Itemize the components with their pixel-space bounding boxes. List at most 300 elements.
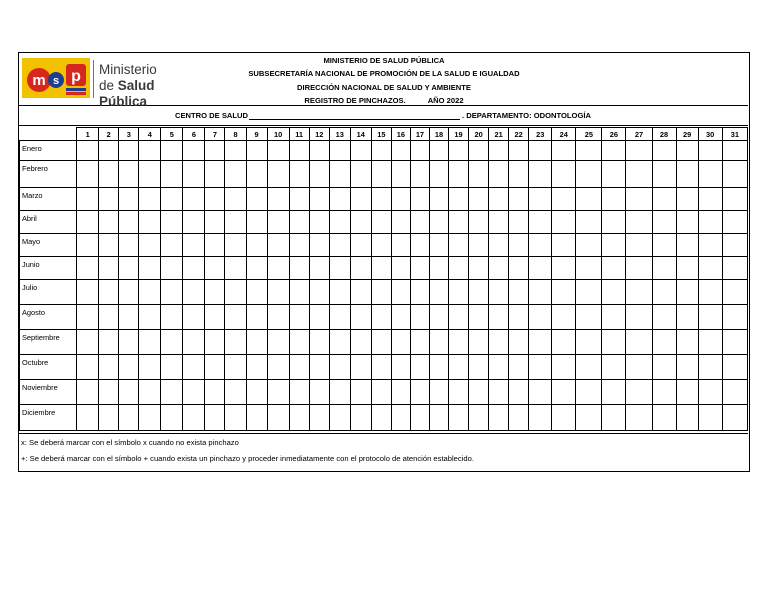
day-cell[interactable] (449, 234, 469, 257)
day-cell[interactable] (267, 234, 289, 257)
day-cell[interactable] (602, 257, 626, 280)
day-cell[interactable] (489, 405, 509, 431)
day-cell[interactable] (329, 330, 350, 355)
day-cell[interactable] (676, 330, 698, 355)
day-cell[interactable] (626, 257, 652, 280)
day-cell[interactable] (391, 280, 410, 305)
day-cell[interactable] (410, 305, 429, 330)
day-cell[interactable] (449, 188, 469, 211)
day-cell[interactable] (602, 380, 626, 405)
day-cell[interactable] (225, 141, 246, 161)
day-cell[interactable] (183, 141, 205, 161)
day-cell[interactable] (552, 280, 576, 305)
day-cell[interactable] (626, 188, 652, 211)
day-cell[interactable] (371, 211, 391, 234)
day-cell[interactable] (489, 188, 509, 211)
day-cell[interactable] (529, 234, 552, 257)
day-cell[interactable] (652, 257, 676, 280)
day-cell[interactable] (552, 355, 576, 380)
day-cell[interactable] (329, 405, 350, 431)
day-cell[interactable] (529, 211, 552, 234)
day-cell[interactable] (509, 234, 529, 257)
day-cell[interactable] (289, 141, 309, 161)
day-cell[interactable] (350, 405, 371, 431)
day-cell[interactable] (391, 305, 410, 330)
day-cell[interactable] (602, 161, 626, 188)
day-cell[interactable] (676, 211, 698, 234)
day-cell[interactable] (246, 234, 267, 257)
day-cell[interactable] (509, 211, 529, 234)
day-cell[interactable] (183, 405, 205, 431)
day-cell[interactable] (722, 305, 747, 330)
day-cell[interactable] (626, 141, 652, 161)
day-cell[interactable] (371, 188, 391, 211)
day-cell[interactable] (429, 305, 448, 330)
day-cell[interactable] (698, 211, 722, 234)
day-cell[interactable] (309, 141, 329, 161)
day-cell[interactable] (552, 234, 576, 257)
day-cell[interactable] (626, 380, 652, 405)
day-cell[interactable] (552, 161, 576, 188)
day-cell[interactable] (722, 280, 747, 305)
day-cell[interactable] (246, 257, 267, 280)
day-cell[interactable] (391, 330, 410, 355)
day-cell[interactable] (602, 330, 626, 355)
day-cell[interactable] (489, 330, 509, 355)
day-cell[interactable] (267, 380, 289, 405)
day-cell[interactable] (183, 188, 205, 211)
day-cell[interactable] (371, 380, 391, 405)
day-cell[interactable] (676, 161, 698, 188)
day-cell[interactable] (469, 280, 489, 305)
day-cell[interactable] (552, 141, 576, 161)
day-cell[interactable] (509, 188, 529, 211)
day-cell[interactable] (309, 257, 329, 280)
day-cell[interactable] (429, 211, 448, 234)
day-cell[interactable] (626, 280, 652, 305)
day-cell[interactable] (371, 141, 391, 161)
day-cell[interactable] (509, 257, 529, 280)
day-cell[interactable] (449, 330, 469, 355)
day-cell[interactable] (77, 330, 99, 355)
day-cell[interactable] (246, 188, 267, 211)
day-cell[interactable] (289, 188, 309, 211)
day-cell[interactable] (309, 234, 329, 257)
day-cell[interactable] (225, 405, 246, 431)
day-cell[interactable] (309, 380, 329, 405)
day-cell[interactable] (205, 257, 225, 280)
day-cell[interactable] (161, 355, 183, 380)
day-cell[interactable] (602, 305, 626, 330)
day-cell[interactable] (429, 280, 448, 305)
day-cell[interactable] (391, 161, 410, 188)
day-cell[interactable] (99, 405, 119, 431)
day-cell[interactable] (410, 405, 429, 431)
day-cell[interactable] (309, 355, 329, 380)
day-cell[interactable] (429, 161, 448, 188)
day-cell[interactable] (267, 280, 289, 305)
day-cell[interactable] (529, 161, 552, 188)
day-cell[interactable] (371, 234, 391, 257)
day-cell[interactable] (289, 305, 309, 330)
day-cell[interactable] (329, 141, 350, 161)
day-cell[interactable] (509, 161, 529, 188)
day-cell[interactable] (371, 330, 391, 355)
day-cell[interactable] (289, 211, 309, 234)
day-cell[interactable] (698, 234, 722, 257)
day-cell[interactable] (722, 234, 747, 257)
day-cell[interactable] (329, 355, 350, 380)
day-cell[interactable] (183, 211, 205, 234)
day-cell[interactable] (205, 234, 225, 257)
day-cell[interactable] (602, 141, 626, 161)
day-cell[interactable] (119, 280, 139, 305)
day-cell[interactable] (676, 257, 698, 280)
day-cell[interactable] (652, 330, 676, 355)
day-cell[interactable] (698, 405, 722, 431)
day-cell[interactable] (489, 234, 509, 257)
day-cell[interactable] (289, 161, 309, 188)
day-cell[interactable] (602, 188, 626, 211)
day-cell[interactable] (722, 161, 747, 188)
day-cell[interactable] (267, 405, 289, 431)
day-cell[interactable] (77, 161, 99, 188)
day-cell[interactable] (161, 234, 183, 257)
day-cell[interactable] (576, 330, 602, 355)
day-cell[interactable] (225, 211, 246, 234)
day-cell[interactable] (309, 211, 329, 234)
day-cell[interactable] (77, 234, 99, 257)
day-cell[interactable] (676, 355, 698, 380)
day-cell[interactable] (350, 161, 371, 188)
day-cell[interactable] (246, 161, 267, 188)
day-cell[interactable] (626, 355, 652, 380)
day-cell[interactable] (183, 330, 205, 355)
day-cell[interactable] (161, 257, 183, 280)
day-cell[interactable] (139, 188, 161, 211)
day-cell[interactable] (626, 234, 652, 257)
day-cell[interactable] (602, 234, 626, 257)
day-cell[interactable] (267, 188, 289, 211)
day-cell[interactable] (267, 305, 289, 330)
day-cell[interactable] (329, 305, 350, 330)
day-cell[interactable] (469, 380, 489, 405)
day-cell[interactable] (576, 280, 602, 305)
day-cell[interactable] (329, 280, 350, 305)
day-cell[interactable] (225, 355, 246, 380)
day-cell[interactable] (183, 234, 205, 257)
day-cell[interactable] (676, 305, 698, 330)
day-cell[interactable] (119, 355, 139, 380)
day-cell[interactable] (246, 380, 267, 405)
day-cell[interactable] (139, 330, 161, 355)
day-cell[interactable] (99, 380, 119, 405)
day-cell[interactable] (626, 330, 652, 355)
day-cell[interactable] (429, 330, 448, 355)
day-cell[interactable] (119, 405, 139, 431)
day-cell[interactable] (225, 257, 246, 280)
day-cell[interactable] (489, 380, 509, 405)
day-cell[interactable] (449, 405, 469, 431)
day-cell[interactable] (246, 141, 267, 161)
day-cell[interactable] (205, 355, 225, 380)
day-cell[interactable] (350, 355, 371, 380)
day-cell[interactable] (529, 188, 552, 211)
day-cell[interactable] (602, 355, 626, 380)
day-cell[interactable] (652, 161, 676, 188)
day-cell[interactable] (509, 305, 529, 330)
day-cell[interactable] (205, 380, 225, 405)
day-cell[interactable] (489, 211, 509, 234)
day-cell[interactable] (602, 405, 626, 431)
day-cell[interactable] (552, 405, 576, 431)
day-cell[interactable] (329, 161, 350, 188)
day-cell[interactable] (509, 355, 529, 380)
day-cell[interactable] (350, 380, 371, 405)
day-cell[interactable] (267, 161, 289, 188)
day-cell[interactable] (698, 141, 722, 161)
day-cell[interactable] (225, 188, 246, 211)
day-cell[interactable] (676, 141, 698, 161)
day-cell[interactable] (509, 380, 529, 405)
day-cell[interactable] (652, 280, 676, 305)
day-cell[interactable] (652, 211, 676, 234)
day-cell[interactable] (449, 380, 469, 405)
day-cell[interactable] (119, 330, 139, 355)
day-cell[interactable] (509, 280, 529, 305)
day-cell[interactable] (289, 280, 309, 305)
day-cell[interactable] (576, 305, 602, 330)
day-cell[interactable] (267, 330, 289, 355)
day-cell[interactable] (626, 161, 652, 188)
day-cell[interactable] (289, 330, 309, 355)
day-cell[interactable] (77, 211, 99, 234)
day-cell[interactable] (350, 257, 371, 280)
day-cell[interactable] (225, 280, 246, 305)
day-cell[interactable] (576, 188, 602, 211)
day-cell[interactable] (309, 280, 329, 305)
day-cell[interactable] (119, 257, 139, 280)
day-cell[interactable] (350, 305, 371, 330)
day-cell[interactable] (99, 355, 119, 380)
day-cell[interactable] (329, 211, 350, 234)
day-cell[interactable] (410, 355, 429, 380)
day-cell[interactable] (139, 257, 161, 280)
day-cell[interactable] (722, 188, 747, 211)
day-cell[interactable] (161, 380, 183, 405)
day-cell[interactable] (469, 405, 489, 431)
day-cell[interactable] (77, 355, 99, 380)
day-cell[interactable] (205, 405, 225, 431)
day-cell[interactable] (552, 211, 576, 234)
day-cell[interactable] (652, 355, 676, 380)
day-cell[interactable] (161, 211, 183, 234)
day-cell[interactable] (350, 141, 371, 161)
day-cell[interactable] (410, 280, 429, 305)
day-cell[interactable] (489, 280, 509, 305)
day-cell[interactable] (99, 161, 119, 188)
day-cell[interactable] (161, 280, 183, 305)
day-cell[interactable] (139, 405, 161, 431)
day-cell[interactable] (469, 355, 489, 380)
day-cell[interactable] (602, 280, 626, 305)
day-cell[interactable] (722, 405, 747, 431)
day-cell[interactable] (602, 211, 626, 234)
day-cell[interactable] (139, 161, 161, 188)
day-cell[interactable] (410, 330, 429, 355)
day-cell[interactable] (309, 405, 329, 431)
day-cell[interactable] (99, 257, 119, 280)
day-cell[interactable] (267, 257, 289, 280)
day-cell[interactable] (429, 234, 448, 257)
day-cell[interactable] (652, 141, 676, 161)
day-cell[interactable] (119, 380, 139, 405)
day-cell[interactable] (469, 305, 489, 330)
day-cell[interactable] (246, 211, 267, 234)
day-cell[interactable] (391, 211, 410, 234)
day-cell[interactable] (371, 280, 391, 305)
day-cell[interactable] (676, 280, 698, 305)
day-cell[interactable] (205, 305, 225, 330)
day-cell[interactable] (449, 280, 469, 305)
day-cell[interactable] (99, 211, 119, 234)
day-cell[interactable] (139, 305, 161, 330)
day-cell[interactable] (698, 355, 722, 380)
day-cell[interactable] (77, 380, 99, 405)
day-cell[interactable] (119, 305, 139, 330)
day-cell[interactable] (371, 405, 391, 431)
day-cell[interactable] (391, 405, 410, 431)
day-cell[interactable] (698, 188, 722, 211)
day-cell[interactable] (552, 380, 576, 405)
day-cell[interactable] (183, 355, 205, 380)
day-cell[interactable] (77, 257, 99, 280)
day-cell[interactable] (225, 234, 246, 257)
day-cell[interactable] (329, 380, 350, 405)
day-cell[interactable] (246, 280, 267, 305)
day-cell[interactable] (329, 188, 350, 211)
day-cell[interactable] (529, 141, 552, 161)
day-cell[interactable] (289, 380, 309, 405)
day-cell[interactable] (552, 305, 576, 330)
day-cell[interactable] (410, 234, 429, 257)
day-cell[interactable] (183, 257, 205, 280)
day-cell[interactable] (99, 330, 119, 355)
day-cell[interactable] (77, 405, 99, 431)
day-cell[interactable] (205, 330, 225, 355)
day-cell[interactable] (391, 234, 410, 257)
day-cell[interactable] (309, 188, 329, 211)
day-cell[interactable] (205, 280, 225, 305)
day-cell[interactable] (139, 280, 161, 305)
day-cell[interactable] (722, 380, 747, 405)
day-cell[interactable] (119, 141, 139, 161)
day-cell[interactable] (469, 161, 489, 188)
day-cell[interactable] (119, 211, 139, 234)
day-cell[interactable] (626, 405, 652, 431)
day-cell[interactable] (391, 188, 410, 211)
day-cell[interactable] (350, 211, 371, 234)
day-cell[interactable] (652, 305, 676, 330)
day-cell[interactable] (529, 305, 552, 330)
day-cell[interactable] (676, 380, 698, 405)
day-cell[interactable] (722, 330, 747, 355)
day-cell[interactable] (139, 234, 161, 257)
day-cell[interactable] (529, 380, 552, 405)
day-cell[interactable] (371, 305, 391, 330)
day-cell[interactable] (698, 280, 722, 305)
day-cell[interactable] (410, 211, 429, 234)
day-cell[interactable] (350, 234, 371, 257)
day-cell[interactable] (429, 405, 448, 431)
day-cell[interactable] (391, 355, 410, 380)
day-cell[interactable] (429, 188, 448, 211)
day-cell[interactable] (429, 380, 448, 405)
day-cell[interactable] (698, 305, 722, 330)
day-cell[interactable] (391, 380, 410, 405)
day-cell[interactable] (576, 161, 602, 188)
day-cell[interactable] (225, 161, 246, 188)
day-cell[interactable] (350, 188, 371, 211)
day-cell[interactable] (289, 355, 309, 380)
day-cell[interactable] (722, 355, 747, 380)
day-cell[interactable] (205, 211, 225, 234)
day-cell[interactable] (289, 405, 309, 431)
day-cell[interactable] (652, 405, 676, 431)
day-cell[interactable] (139, 211, 161, 234)
day-cell[interactable] (529, 280, 552, 305)
day-cell[interactable] (626, 305, 652, 330)
day-cell[interactable] (99, 305, 119, 330)
day-cell[interactable] (722, 211, 747, 234)
day-cell[interactable] (225, 380, 246, 405)
day-cell[interactable] (429, 141, 448, 161)
day-cell[interactable] (267, 141, 289, 161)
day-cell[interactable] (410, 188, 429, 211)
day-cell[interactable] (552, 188, 576, 211)
day-cell[interactable] (509, 330, 529, 355)
day-cell[interactable] (489, 305, 509, 330)
day-cell[interactable] (289, 234, 309, 257)
day-cell[interactable] (183, 305, 205, 330)
day-cell[interactable] (698, 380, 722, 405)
day-cell[interactable] (449, 305, 469, 330)
day-cell[interactable] (722, 141, 747, 161)
day-cell[interactable] (676, 405, 698, 431)
day-cell[interactable] (371, 257, 391, 280)
day-cell[interactable] (410, 380, 429, 405)
day-cell[interactable] (652, 380, 676, 405)
day-cell[interactable] (205, 141, 225, 161)
day-cell[interactable] (529, 330, 552, 355)
day-cell[interactable] (183, 161, 205, 188)
day-cell[interactable] (329, 234, 350, 257)
day-cell[interactable] (289, 257, 309, 280)
day-cell[interactable] (391, 257, 410, 280)
centro-fill-line[interactable] (249, 119, 460, 120)
day-cell[interactable] (119, 234, 139, 257)
day-cell[interactable] (205, 161, 225, 188)
day-cell[interactable] (576, 234, 602, 257)
day-cell[interactable] (119, 188, 139, 211)
day-cell[interactable] (449, 211, 469, 234)
day-cell[interactable] (161, 188, 183, 211)
day-cell[interactable] (676, 188, 698, 211)
day-cell[interactable] (576, 355, 602, 380)
day-cell[interactable] (309, 305, 329, 330)
day-cell[interactable] (576, 380, 602, 405)
day-cell[interactable] (509, 141, 529, 161)
